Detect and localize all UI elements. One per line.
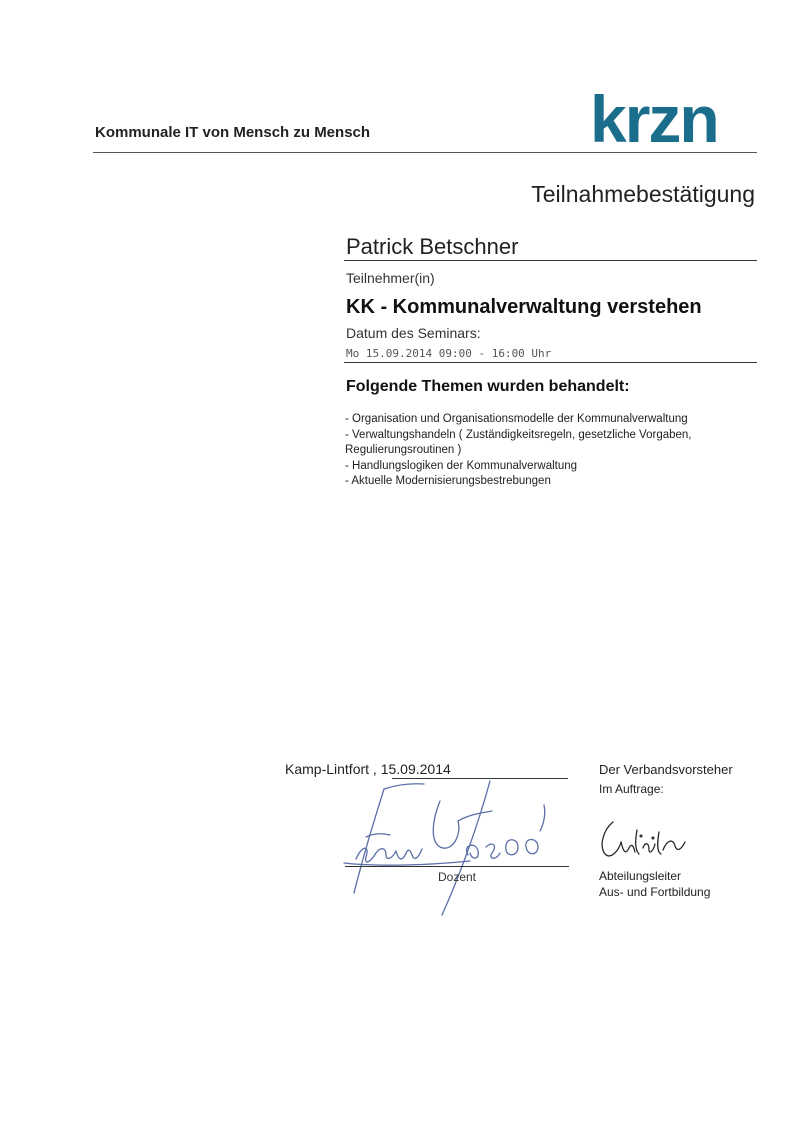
topics-list bbox=[345, 412, 755, 490]
header-divider bbox=[93, 152, 757, 153]
lecturer-signature-line bbox=[345, 866, 569, 867]
lecturer-label: Dozent bbox=[437, 870, 477, 884]
krzn-logo: krzn bbox=[590, 82, 718, 156]
course-title: KK - Kommunalverwaltung verstehen bbox=[346, 296, 702, 318]
director-signature bbox=[595, 810, 695, 865]
director-title: Der Verbandsvorsteher bbox=[599, 762, 733, 777]
seminar-date-label: Datum des Seminars: bbox=[346, 325, 481, 341]
seminar-date-value: Mo 15.09.2014 09:00 - 16:00 Uhr bbox=[346, 347, 552, 360]
slogan: Kommunale IT von Mensch zu Mensch bbox=[95, 124, 371, 141]
place: Kamp-Lintfort , bbox=[285, 761, 377, 777]
participant-name-line bbox=[344, 260, 757, 261]
department-name: Aus- und Fortbildung bbox=[599, 885, 711, 899]
director-mandate: Im Auftrage: bbox=[599, 782, 664, 796]
topic-item: - Aktuelle Modernisierungsbestrebungen bbox=[345, 475, 551, 487]
lecturer-signature bbox=[340, 775, 580, 920]
participant-label: Teilnehmer(in) bbox=[346, 270, 435, 286]
document-title: Teilnahmebestätigung bbox=[531, 181, 755, 207]
signing-date: 15.09.2014 bbox=[380, 761, 451, 777]
topic-item: - Handlungslogiken der Kommunalverwaltung bbox=[345, 459, 578, 472]
department-title: Abteilungsleiter bbox=[599, 869, 682, 883]
topic-item: - Verwaltungshandeln ( Zuständigkeitsregeln, gesetzliche Vorgaben, Regulierungsroutinen ) bbox=[345, 428, 692, 456]
participant-name: Patrick Betschner bbox=[346, 234, 519, 259]
topics-heading: Folgende Themen wurden behandelt: bbox=[346, 378, 630, 395]
topic-item: - Organisation und Organisationsmodelle der Kommunalverwaltung bbox=[345, 413, 688, 425]
seminar-date-line bbox=[344, 362, 757, 363]
